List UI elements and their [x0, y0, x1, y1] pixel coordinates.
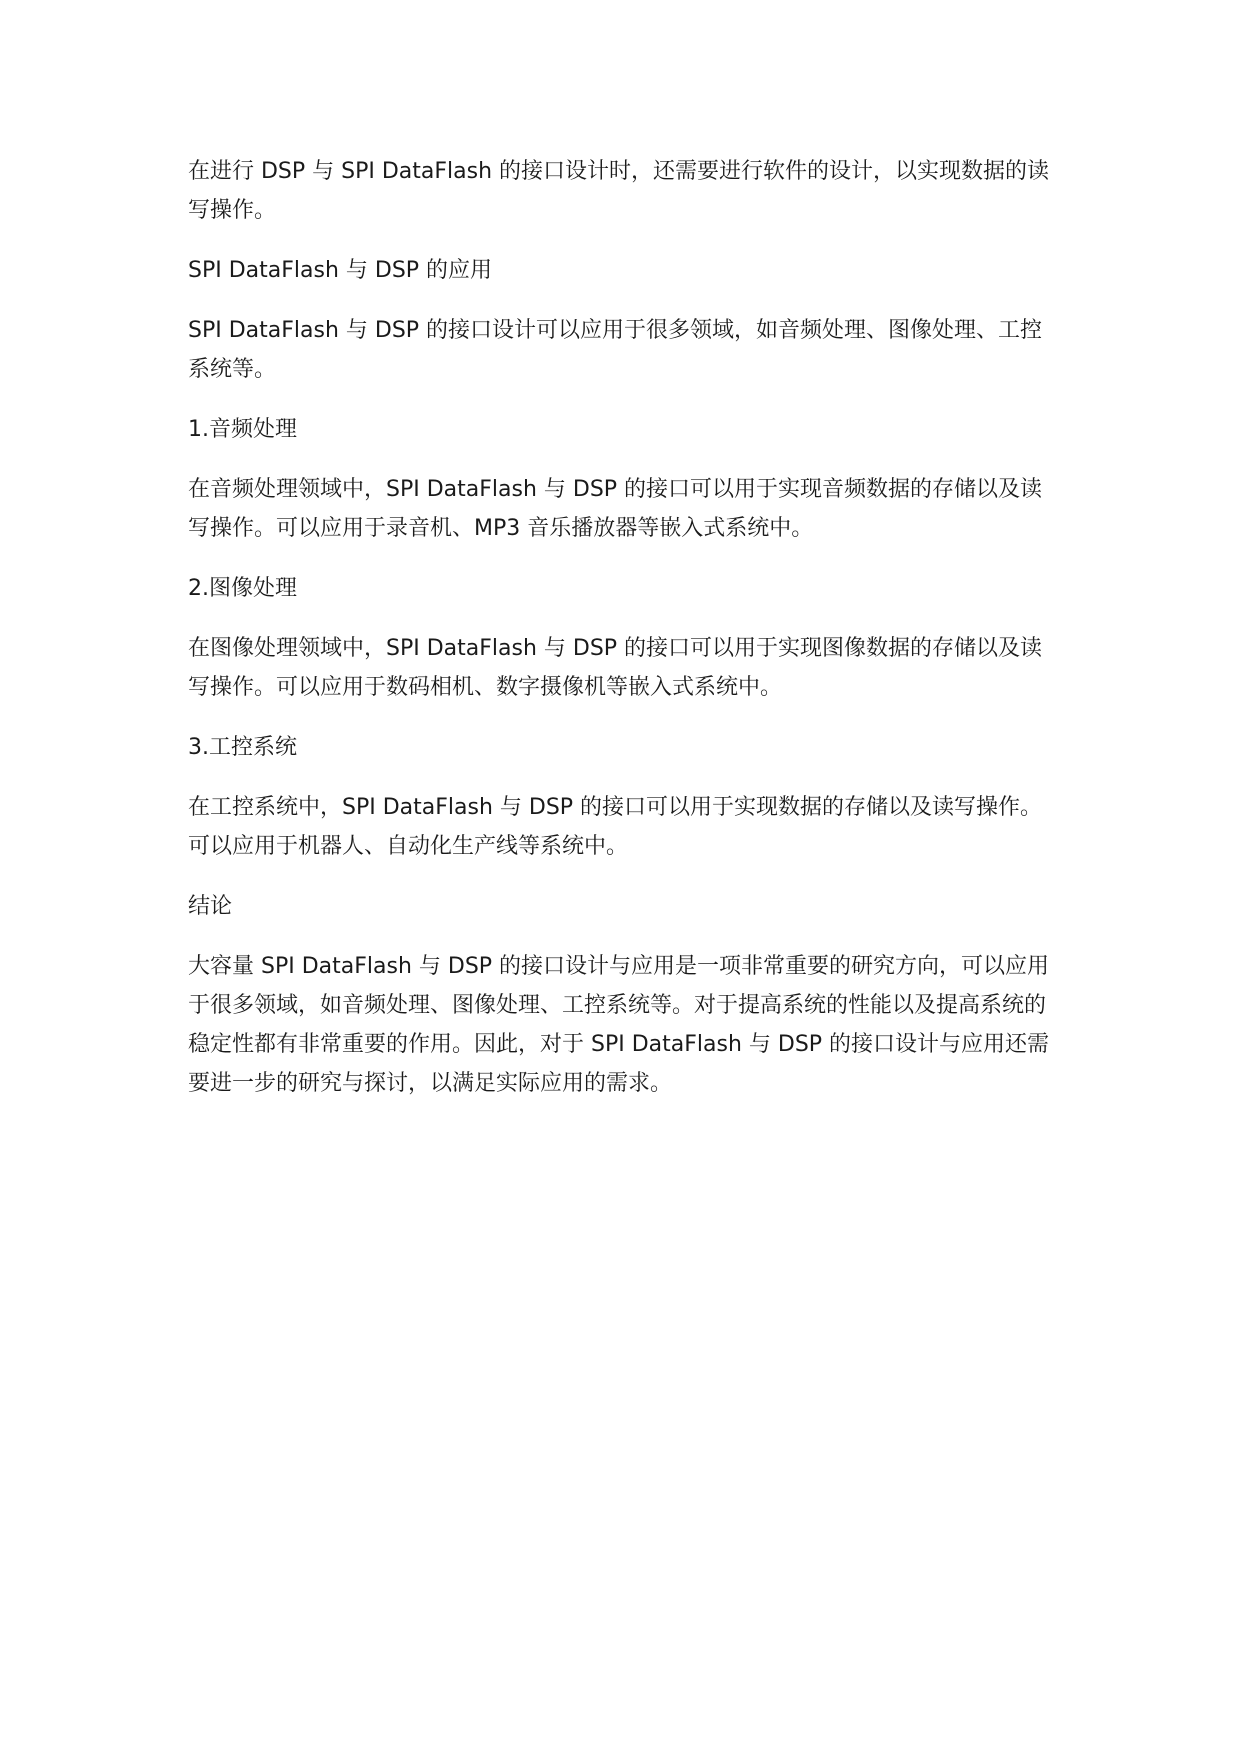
industrial-paragraph: 在工控系统中，SPI DataFlash 与 DSP 的接口可以用于实现数据的存储以及读写操作。可以应用于机器人、自动化生产线等系统中。 — [188, 795, 1043, 859]
intro-paragraph: 在进行 DSP 与 SPI DataFlash 的接口设计时，还需要进行软件的设计，以实现数据的读写操作。 — [188, 159, 1050, 223]
subheading-industrial: 3.工控系统 — [188, 735, 297, 760]
application-paragraph: SPI DataFlash 与 DSP 的接口设计可以应用于很多领域，如音频处理、图像处理、工控系统等。 — [188, 318, 1043, 382]
subheading-image: 2.图像处理 — [188, 576, 297, 601]
subheading-audio: 1.音频处理 — [188, 417, 297, 442]
audio-paragraph: 在音频处理领域中，SPI DataFlash 与 DSP 的接口可以用于实现音频数据的存储以及读写操作。可以应用于录音机、MP3 音乐播放器等嵌入式系统中。 — [188, 477, 1043, 541]
document-body — [188, 152, 1058, 1124]
conclusion-paragraph: 大容量 SPI DataFlash 与 DSP 的接口设计与应用是一项非常重要的研究方向，可以应用于很多领域，如音频处理、图像处理、工控系统等。对于提高系统的性能以及提高系统的稳定性都有非常重要的作用。因此，对于 SPI DataFlash 与 DSP 的接口设计与应用还需要进一步的研究与探讨，以满足实际应用的需求。 — [188, 954, 1050, 1096]
section-heading-application: SPI DataFlash 与 DSP 的应用 — [188, 258, 493, 283]
section-heading-conclusion: 结论 — [188, 894, 233, 919]
image-paragraph: 在图像处理领域中，SPI DataFlash 与 DSP 的接口可以用于实现图像数据的存储以及读写操作。可以应用于数码相机、数字摄像机等嵌入式系统中。 — [188, 636, 1043, 700]
